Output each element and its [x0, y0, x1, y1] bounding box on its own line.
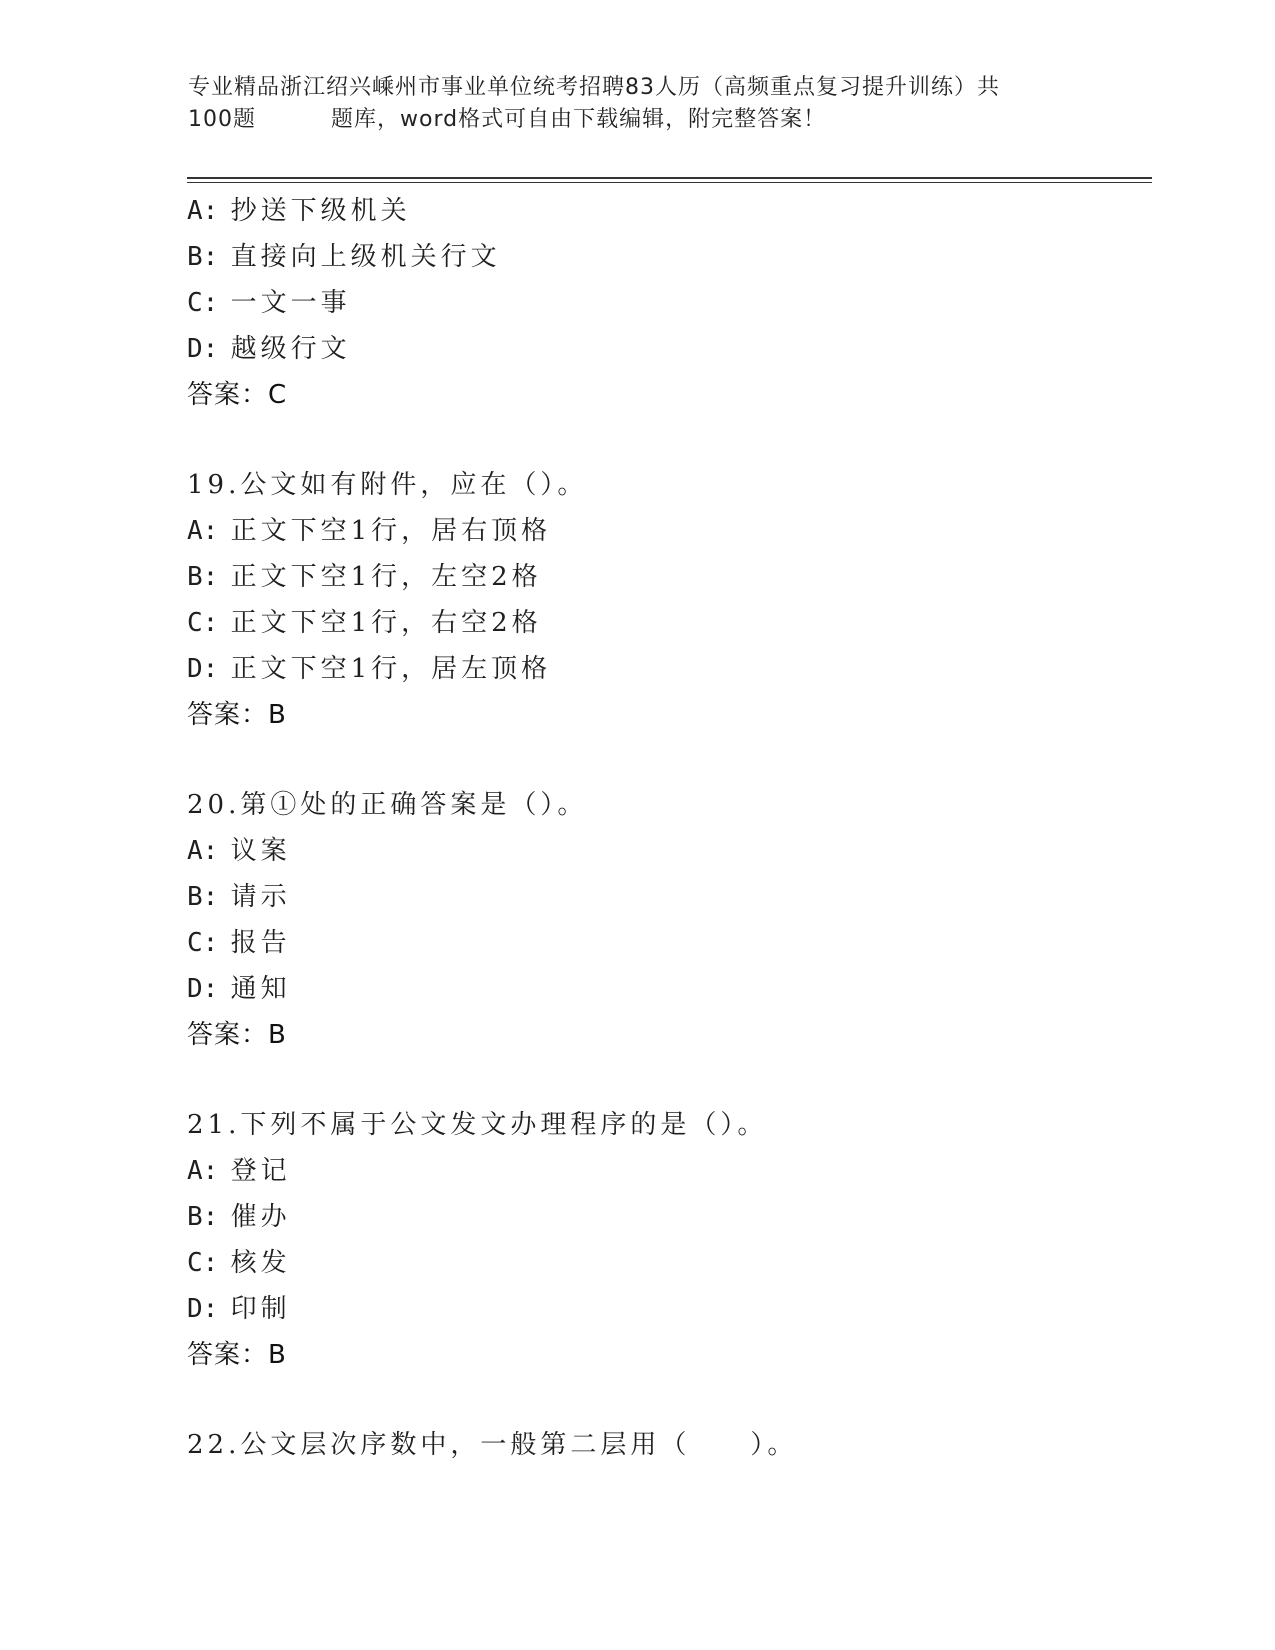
document-header: [188, 72, 1088, 136]
option-d: D: 印制: [187, 1294, 291, 1324]
option-c: C: 一文一事: [187, 288, 351, 318]
question-block-19: [187, 462, 1137, 738]
option-c: C: 核发: [187, 1248, 291, 1278]
question-stem: 19.公文如有附件，应在（）。: [187, 470, 588, 500]
question-list: [187, 188, 1137, 1468]
question-block-22: [187, 1422, 1137, 1468]
header-divider-thin: [187, 182, 1152, 183]
option-a: A: 抄送下级机关: [187, 196, 411, 226]
question-stem: 22.公文层次序数中，一般第二层用（ ）。: [187, 1430, 798, 1460]
header-title-line-2: [188, 104, 1088, 136]
answer-line: 答案：B: [187, 1340, 287, 1370]
option-c: C: 报告: [187, 928, 291, 958]
question-block-21: [187, 1102, 1137, 1378]
option-d: D: 正文下空1行，居左顶格: [187, 654, 552, 684]
question-stem: 21.下列不属于公文发文办理程序的是（）。: [187, 1110, 768, 1140]
option-d: D: 通知: [187, 974, 291, 1004]
header-question-count: 100题: [188, 107, 256, 132]
answer-line: 答案：B: [187, 1020, 287, 1050]
option-b: B: 正文下空1行，左空2格: [187, 562, 542, 592]
option-b: B: 请示: [187, 882, 291, 912]
question-block-18: [187, 188, 1137, 418]
question-stem: 20.第①处的正确答案是（）。: [187, 790, 588, 820]
option-a: A: 登记: [187, 1156, 291, 1186]
option-b: B: 直接向上级机关行文: [187, 242, 501, 272]
answer-line: 答案：B: [187, 700, 287, 730]
answer-line: 答案：C: [187, 380, 288, 410]
header-description: 题库，word格式可自由下载编辑，附完整答案！: [331, 107, 827, 132]
option-d: D: 越级行文: [187, 334, 351, 364]
option-a: A: 正文下空1行，居右顶格: [187, 516, 552, 546]
header-divider-thick: [187, 177, 1152, 179]
header-title-line-1: 专业精品浙江绍兴嵊州市事业单位统考招聘83人历（高频重点复习提升训练）共: [188, 75, 1000, 100]
option-c: C: 正文下空1行，右空2格: [187, 608, 542, 638]
question-block-20: [187, 782, 1137, 1058]
option-b: B: 催办: [187, 1202, 291, 1232]
option-a: A: 议案: [187, 836, 291, 866]
